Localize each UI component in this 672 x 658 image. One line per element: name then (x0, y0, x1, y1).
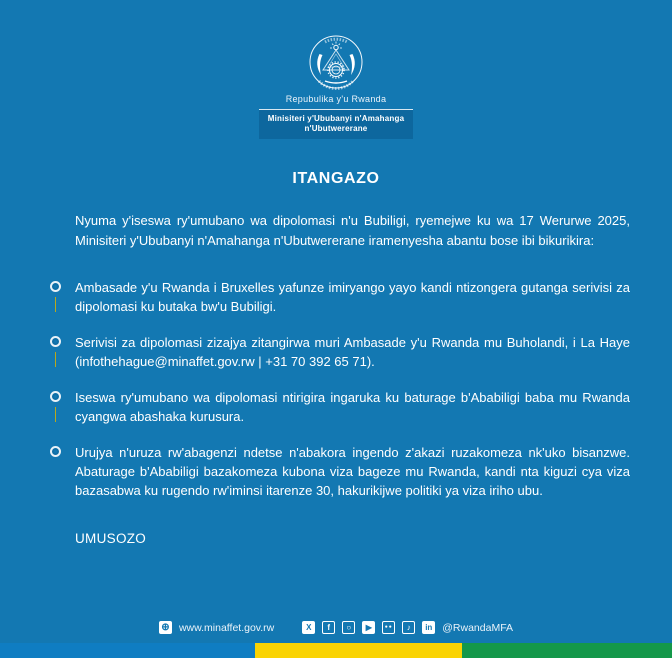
bullet-marker (50, 388, 75, 426)
ring-bullet-icon (50, 281, 61, 292)
connector-line (55, 352, 56, 367)
bullet-list (50, 278, 630, 517)
globe-icon[interactable]: ⊕ (159, 621, 172, 634)
bullet-item (50, 333, 630, 388)
bullet-marker (50, 443, 75, 500)
facebook-icon[interactable]: f (322, 621, 335, 634)
ring-bullet-icon (50, 336, 61, 347)
rwanda-coat-of-arms-emblem (307, 34, 365, 90)
announcement-title: ITANGAZO (292, 170, 380, 187)
bullet-text: Serivisi za dipolomasi zizajya zitangirwa muri Ambasade y'u Rwanda mu Buholandi, i La Haye (infothehague@minaffet.gov.rw | +31 70 392 65 71). (75, 335, 630, 369)
flag-green-segment (462, 643, 672, 658)
bullet-text: Ambasade y'u Rwanda i Bruxelles yafunze imiryango yayo kandi ntizongera gutanga serivisi za dipolomasi ku butaka bw'u Bubiligi. (75, 280, 630, 314)
youtube-icon[interactable]: ▶ (362, 621, 375, 634)
bullet-item (50, 278, 630, 333)
bullet-marker (50, 333, 75, 371)
flickr-icon[interactable]: ●● (382, 621, 395, 634)
ministry-name-band (259, 109, 413, 139)
closing-word: UMUSOZO (75, 531, 147, 546)
tiktok-icon[interactable]: ♪ (402, 621, 415, 634)
country-name: Repubulika y'u Rwanda (285, 94, 387, 104)
linkedin-icon[interactable]: in (422, 621, 435, 634)
ministry-name-line2: n'Ubutwererane (304, 124, 368, 133)
bullet-marker (50, 278, 75, 316)
bullet-item (50, 443, 630, 517)
flag-yellow-segment (255, 643, 462, 658)
ministry-name-line1: Minisiteri y'Ububanyi n'Amahanga (267, 114, 405, 123)
rwanda-flag-stripe (0, 643, 672, 658)
x-twitter-icon[interactable]: X (302, 621, 315, 634)
instagram-icon[interactable]: ○ (342, 621, 355, 634)
social-handle[interactable]: @RwandaMFA (442, 621, 514, 634)
ring-bullet-icon (50, 391, 61, 402)
footer (0, 621, 672, 634)
ring-bullet-icon (50, 446, 61, 457)
bullet-text: Urujya n'uruza rw'abagenzi ndetse n'abakora ingendo z'akazi ruzakomeza nk'uko bisanzwe. Abaturage b'Ababiligi bazakomeza kubona viza bageze mu Rwanda, kandi nta kiguzi cya viza bazasabwa ku rugendo rw'iminsi itarenze 30, hakurikijwe politiki ya viza iriho ubu. (75, 445, 630, 498)
intro-paragraph: Nyuma y'iseswa ry'umubano wa dipolomasi n'u Bubiligi, ryemejwe ku wa 17 Werurwe 2025, Minisiteri y'Ububanyi n'Amahanga n'Ubutwererane iramenyesha abantu bose ibi bikurikira: (75, 213, 630, 248)
connector-line (55, 297, 56, 312)
website-url[interactable]: www.minaffet.gov.rw (178, 621, 275, 634)
bullet-item (50, 388, 630, 443)
header (0, 0, 672, 139)
flag-blue-segment (0, 643, 255, 658)
connector-line (55, 407, 56, 422)
bullet-text: Iseswa ry'umubano wa dipolomasi ntirigira ingaruka ku baturage b'Ababiligi baba mu Rwanda cyangwa abashaka kurusura. (75, 390, 630, 424)
announcement-body (50, 211, 630, 546)
